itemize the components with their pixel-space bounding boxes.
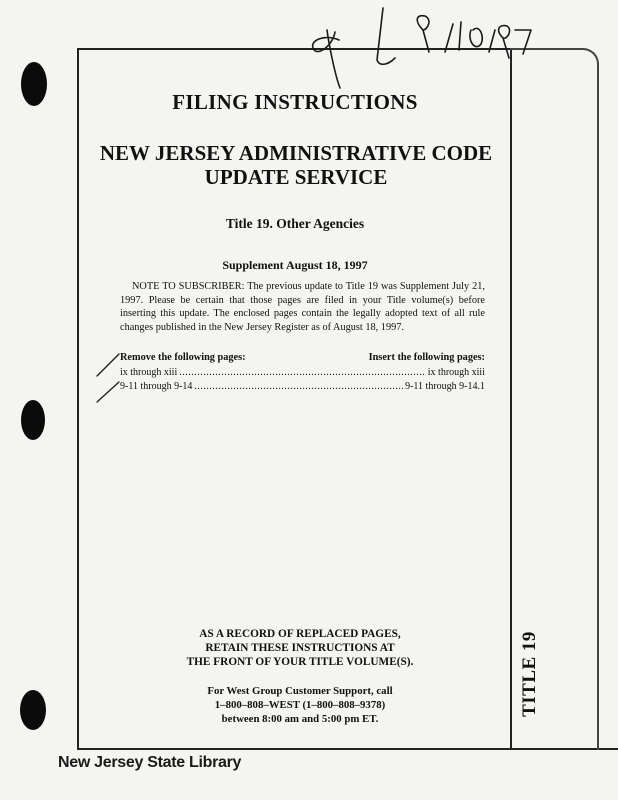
record-notice-line2: RETAIN THESE INSTRUCTIONS AT bbox=[205, 642, 395, 654]
note-to-subscriber: NOTE TO SUBSCRIBER: The previous update to Title 19 was Supplement July 21, 1997. Please be certain that those pages are filed in your Title volume(s) before inserting this update. The enclosed pages contain the legally adopted text of all rule changes published in the New Jersey Register as of August 18, 1997. bbox=[120, 281, 485, 333]
title-tab bbox=[508, 628, 552, 720]
remove-pages-value: ix through xiii bbox=[120, 367, 178, 378]
support-phone: 1–800–808–WEST (1–800–808–9378) bbox=[214, 699, 386, 711]
supplement-heading: Supplement August 18, 1997 bbox=[222, 258, 368, 272]
insert-pages-value: ix through xiii bbox=[427, 367, 485, 378]
punch-hole-bottom bbox=[20, 690, 46, 730]
leader-dots bbox=[179, 367, 426, 378]
code-title-line2: UPDATE SERVICE bbox=[204, 165, 388, 189]
record-notice bbox=[160, 627, 440, 669]
leader-dots bbox=[194, 381, 403, 392]
pages-table-row bbox=[120, 367, 485, 378]
handwritten-note bbox=[295, 0, 535, 90]
page-border-bottom bbox=[77, 748, 618, 750]
pages-table-row bbox=[120, 381, 485, 392]
insert-pages-value: 9-11 through 9-14.1 bbox=[405, 381, 485, 392]
customer-support-info bbox=[175, 684, 425, 726]
remove-pages-value: 9-11 through 9-14 bbox=[120, 381, 193, 392]
record-notice-line3: THE FRONT OF YOUR TITLE VOLUME(S). bbox=[186, 656, 414, 668]
filing-instructions-heading: FILING INSTRUCTIONS bbox=[172, 90, 418, 114]
support-line1: For West Group Customer Support, call bbox=[207, 685, 393, 697]
code-title-line1: NEW JERSEY ADMINISTRATIVE CODE bbox=[99, 141, 493, 165]
punch-hole-top bbox=[21, 62, 47, 106]
punch-hole-middle bbox=[21, 400, 45, 440]
pages-table-header bbox=[120, 352, 485, 363]
support-hours: between 8:00 am and 5:00 pm ET. bbox=[221, 713, 379, 725]
tab-border-right bbox=[597, 68, 599, 750]
page-border-left bbox=[77, 48, 79, 750]
title-tab-label: TITLE 19 bbox=[519, 631, 540, 717]
library-stamp: New Jersey State Library bbox=[58, 754, 242, 771]
remove-pages-header: Remove the following pages: bbox=[120, 352, 246, 363]
record-notice-line1: AS A RECORD OF REPLACED PAGES, bbox=[199, 628, 401, 640]
insert-pages-header: Insert the following pages: bbox=[368, 352, 485, 363]
title-heading: Title 19. Other Agencies bbox=[225, 216, 365, 231]
code-title bbox=[96, 141, 496, 189]
